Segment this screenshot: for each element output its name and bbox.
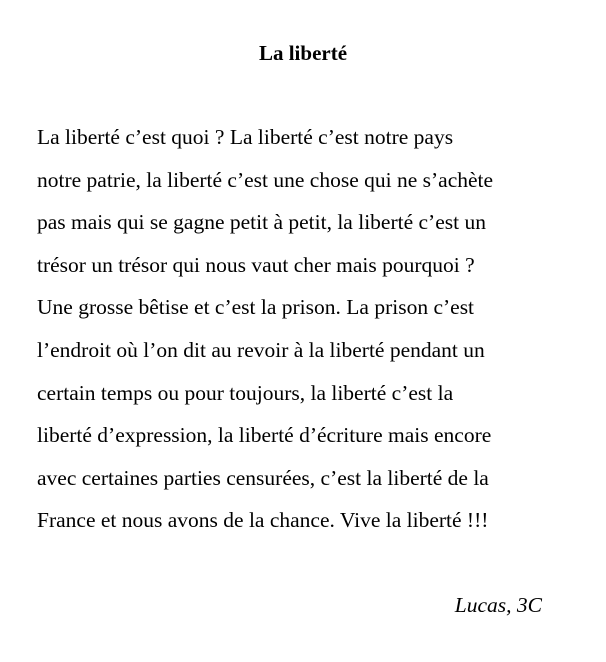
text-line: avec certaines parties censurées, c’est la liberté de la <box>37 465 489 490</box>
text-line: Une grosse bêtise et c’est la prison. La prison c’est <box>37 295 475 320</box>
text-line: trésor un trésor qui nous vaut cher mais pourquoi ? <box>37 252 475 277</box>
author-signature: Lucas, 3C <box>454 593 542 617</box>
poem-body <box>37 121 577 547</box>
document-title: La liberté <box>258 41 348 65</box>
text-line: La liberté c’est quoi ? La liberté c’est notre pays <box>37 125 454 149</box>
text-line: notre patrie, la liberté c’est une chose qui ne s’achète <box>37 167 494 192</box>
text-line: pas mais qui se gagne petit à petit, la liberté c’est un <box>37 210 486 235</box>
text-line: certain temps ou pour toujours, la liberté c’est la <box>37 380 454 405</box>
text-line: l’endroit où l’on dit au revoir à la liberté pendant un <box>37 337 485 362</box>
text-line: France et nous avons de la chance. Vive la liberté !!! <box>37 508 489 533</box>
text-line: liberté d’expression, la liberté d’écriture mais encore <box>37 423 492 448</box>
